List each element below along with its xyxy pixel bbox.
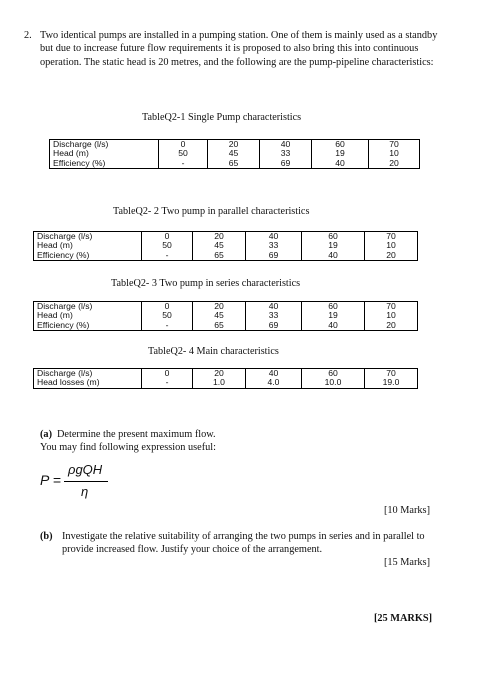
table-cell: 40 [302,321,365,331]
table-row [50,159,420,169]
table-cell: 60 [312,140,369,150]
table-cell: 70 [369,140,420,150]
table-cell: 20 [369,159,420,169]
table-cell: 69 [246,321,302,331]
table-row [34,251,418,261]
table-cell: 50 [142,241,193,250]
table4-caption: TableQ2- 4 Main characteristics [148,346,279,357]
table-cell: 20 [365,251,418,261]
table-cell: - [142,321,193,331]
table-row [34,241,418,250]
part-b-text: Investigate the relative suitability of arranging the two pumps in series and in parallel to provide increased flow. Justify your choice of the arrangement. [62,531,425,556]
row-label: Head (m) [50,149,159,158]
table-cell: 0 [159,140,208,150]
table-cell: 60 [302,302,365,312]
table-row [34,321,418,331]
table-cell: 40 [260,140,312,150]
part-b-letter: (b) [40,531,53,542]
table-cell: 40 [246,232,302,242]
table-cell: 40 [246,302,302,312]
table-cell: 70 [365,302,418,312]
row-label: Head losses (m) [34,378,142,388]
table-cell: 19.0 [365,378,418,388]
table-cell: 50 [142,311,193,320]
table-cell: 20 [193,369,246,379]
table-cell: 10 [365,241,418,250]
table-cell: 70 [365,369,418,379]
table-cell: 19 [302,241,365,250]
table-cell: 45 [193,241,246,250]
table-cell: 65 [193,251,246,261]
table-cell: 0 [142,302,193,312]
table-cell: 10.0 [302,378,365,388]
row-label: Discharge (l/s) [34,369,142,379]
question-intro: Two identical pumps are installed in a pumping station. One of them is mainly used as a standby but due to increase future flow requirements it is proposed to also bring this into continuous operation. The static head is 20 metres, and the following are the pump-pipeline characteristics: [40,30,438,68]
total-marks: [25 MARKS] [373,613,432,624]
single-pump-table [49,139,420,169]
formula-lhs: P = [40,472,61,488]
table-cell: 4.0 [246,378,302,388]
table-cell: 19 [312,149,369,158]
table-cell: 33 [246,311,302,320]
table1-caption: TableQ2-1 Single Pump characteristics [142,112,302,123]
part-b-marks: [15 Marks] [383,557,430,568]
row-label: Discharge (l/s) [34,302,142,312]
table-cell: 50 [159,149,208,158]
table-cell: 20 [193,232,246,242]
row-label: Efficiency (%) [50,159,159,169]
table-cell: - [142,378,193,388]
table-cell: 33 [246,241,302,250]
part-a-text: Determine the present maximum flow. [57,429,216,440]
row-label: Efficiency (%) [34,251,142,261]
table-cell: 60 [302,232,365,242]
table-row [34,232,418,242]
part-a-label [40,428,52,441]
table-cell: 1.0 [193,378,246,388]
table-cell: - [159,159,208,169]
table-cell: 40 [246,369,302,379]
table-cell: 0 [142,232,193,242]
table-cell: 19 [302,311,365,320]
table-cell: 20 [365,321,418,331]
table-cell: 0 [142,369,193,379]
table-cell: 20 [193,302,246,312]
table-cell: 10 [369,149,420,158]
table-cell: 33 [260,149,312,158]
part-a-hint: You may find following expression useful: [40,442,216,453]
fraction-bar [64,481,108,482]
table-cell: 10 [365,311,418,320]
table-cell: 45 [208,149,260,158]
table-cell: 70 [365,232,418,242]
table-cell: 20 [208,140,260,150]
table3-caption: TableQ2- 3 Two pump in series characteristics [111,278,301,289]
row-label: Efficiency (%) [34,321,142,331]
question-number: 2. [24,30,32,41]
table-cell: 40 [302,251,365,261]
table-cell: - [142,251,193,261]
formula-denominator: η [81,484,89,499]
part-b-label [40,530,53,543]
series-pump-table [33,301,418,331]
table2-caption: TableQ2- 2 Two pump in parallel characteristics [113,206,310,217]
table-cell: 45 [193,311,246,320]
table-cell: 65 [193,321,246,331]
part-a-letter: (a) [40,429,53,440]
table-cell: 69 [260,159,312,169]
row-label: Discharge (l/s) [34,232,142,242]
row-label: Head (m) [34,241,142,250]
parallel-pump-table [33,231,418,261]
table-row [34,378,418,388]
table-row [34,302,418,312]
row-label: Head (m) [34,311,142,320]
part-a-marks: [10 Marks] [383,505,430,516]
row-label: Discharge (l/s) [50,140,159,150]
table-cell: 69 [246,251,302,261]
table-cell: 40 [312,159,369,169]
main-characteristics-table [33,368,418,389]
table-cell: 65 [208,159,260,169]
power-formula [40,462,120,502]
table-cell: 60 [302,369,365,379]
formula-numerator: ρgQH [68,462,103,477]
table-row [34,311,418,320]
